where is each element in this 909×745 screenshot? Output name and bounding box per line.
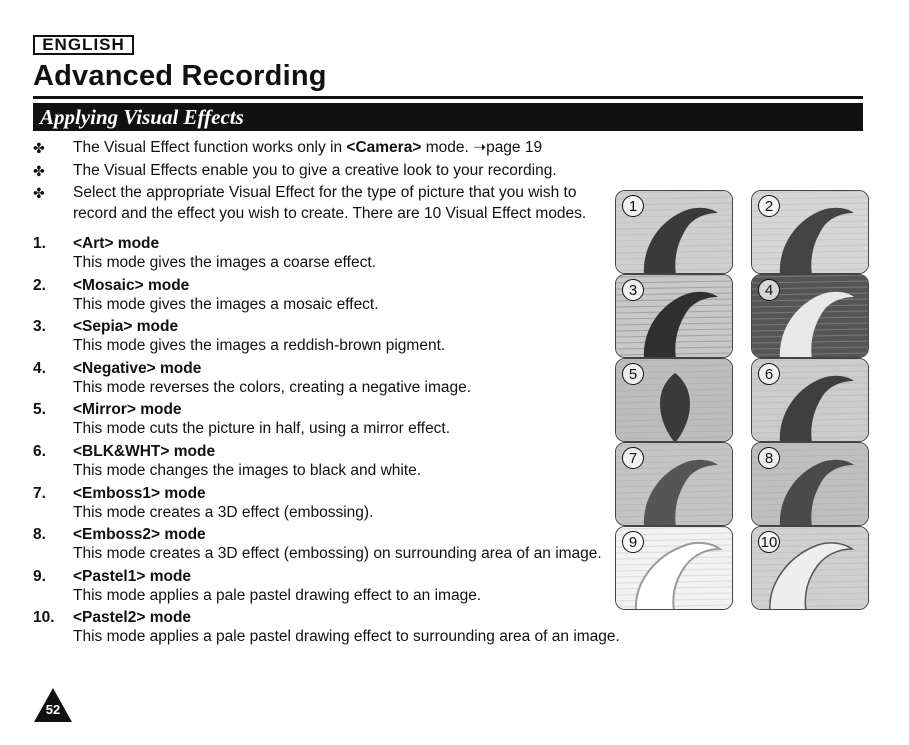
mode-number: 2. — [33, 276, 46, 294]
mode-number: 9. — [33, 567, 46, 585]
mode-item — [33, 567, 623, 609]
mode-description: This mode applies a pale pastel drawing effect to an image. — [73, 586, 482, 604]
mode-number: 10. — [33, 609, 55, 627]
mode-name: <Negative> mode — [73, 359, 202, 377]
effect-thumbnails — [615, 190, 870, 610]
thumbnail-number-badge: 7 — [622, 447, 644, 469]
mode-item — [33, 484, 623, 526]
mode-item — [33, 234, 623, 276]
mode-number: 6. — [33, 442, 46, 460]
mode-description: This mode creates a 3D effect (embossing) on surrounding area of an image. — [73, 545, 602, 563]
mode-item — [33, 608, 623, 650]
bullet-item — [33, 138, 613, 159]
bullet-icon: ✤ — [33, 162, 45, 179]
mode-item — [33, 525, 623, 567]
effect-thumbnail — [751, 526, 869, 610]
bullet-text-after: mode. ➝page 19 — [421, 139, 543, 156]
effect-thumbnail — [615, 274, 733, 358]
bullet-item — [33, 183, 613, 224]
effect-thumbnail — [751, 442, 869, 526]
bullet-bold-text: <Camera> — [346, 139, 422, 156]
bullet-item — [33, 161, 613, 182]
mode-name: <Emboss1> mode — [73, 484, 206, 502]
effect-thumbnail — [615, 358, 733, 442]
bullet-icon: ✤ — [33, 140, 45, 156]
thumbnail-number-badge: 8 — [758, 447, 780, 469]
thumbnail-number-badge: 9 — [622, 531, 644, 553]
mode-description: This mode reverses the colors, creating a negative image. — [73, 378, 472, 396]
thumbnail-number-badge: 1 — [622, 195, 644, 217]
mode-name: <Emboss2> mode — [73, 526, 206, 544]
mode-number: 7. — [33, 484, 46, 502]
mode-item — [33, 400, 623, 442]
effect-thumbnail — [751, 190, 869, 274]
mode-list — [33, 234, 623, 650]
mode-number: 4. — [33, 359, 46, 377]
mode-item — [33, 442, 623, 484]
mode-number: 1. — [33, 235, 46, 252]
thumbnail-number-badge: 10 — [758, 531, 780, 553]
effect-thumbnail — [751, 274, 869, 358]
mode-name: <Pastel1> mode — [73, 567, 192, 585]
mode-name: <Mosaic> mode — [73, 276, 190, 294]
thumbnail-number-badge: 5 — [622, 363, 644, 385]
mode-description: This mode cuts the picture in half, using a mirror effect. — [73, 420, 451, 438]
thumbnail-number-badge: 6 — [758, 363, 780, 385]
mode-name: <Pastel2> mode — [73, 609, 192, 627]
bullet-text: The Visual Effect function works only in — [73, 139, 347, 156]
effect-thumbnail — [615, 190, 733, 274]
page-title: Advanced Recording — [33, 60, 327, 92]
section-heading: Applying Visual Effects — [40, 105, 244, 129]
mode-name: <BLK&WHT> mode — [73, 442, 216, 460]
mode-description: This mode changes the images to black and white. — [73, 461, 422, 479]
mode-name: <Sepia> mode — [73, 318, 179, 336]
effect-thumbnail — [615, 442, 733, 526]
mode-item — [33, 359, 623, 401]
bullet-text: Select the appropriate Visual Effect for the type of picture that you wish to record and the effect you wish to create. There are 10 Visual Effect modes. — [73, 184, 587, 222]
mode-number: 8. — [33, 526, 46, 544]
mode-description: This mode gives the images a coarse effect. — [73, 254, 376, 271]
mode-name: <Mirror> mode — [73, 401, 182, 419]
effect-thumbnail — [751, 358, 869, 442]
mode-item — [33, 276, 623, 318]
title-divider — [33, 96, 863, 99]
mode-item — [33, 317, 623, 359]
language-label: ENGLISH — [33, 35, 134, 55]
mode-description: This mode creates a 3D effect (embossing). — [73, 503, 374, 521]
page-number-text: 52 — [45, 702, 61, 717]
thumbnail-number-badge: 2 — [758, 195, 780, 217]
mode-name: <Art> mode — [73, 235, 160, 252]
thumbnail-number-badge: 4 — [758, 279, 780, 301]
bullet-text: The Visual Effects enable you to give a creative look to your recording. — [73, 161, 557, 179]
mode-description: This mode gives the images a mosaic effect. — [73, 295, 379, 313]
page-number — [33, 687, 73, 723]
mode-description: This mode applies a pale pastel drawing effect to surrounding area of an image. — [73, 628, 620, 646]
effect-thumbnail — [615, 526, 733, 610]
intro-bullets — [33, 138, 613, 226]
mode-number: 5. — [33, 401, 46, 419]
thumbnail-number-badge: 3 — [622, 279, 644, 301]
bullet-icon: ✤ — [33, 185, 45, 201]
mode-description: This mode gives the images a reddish-brown pigment. — [73, 337, 446, 355]
mode-number: 3. — [33, 318, 46, 336]
